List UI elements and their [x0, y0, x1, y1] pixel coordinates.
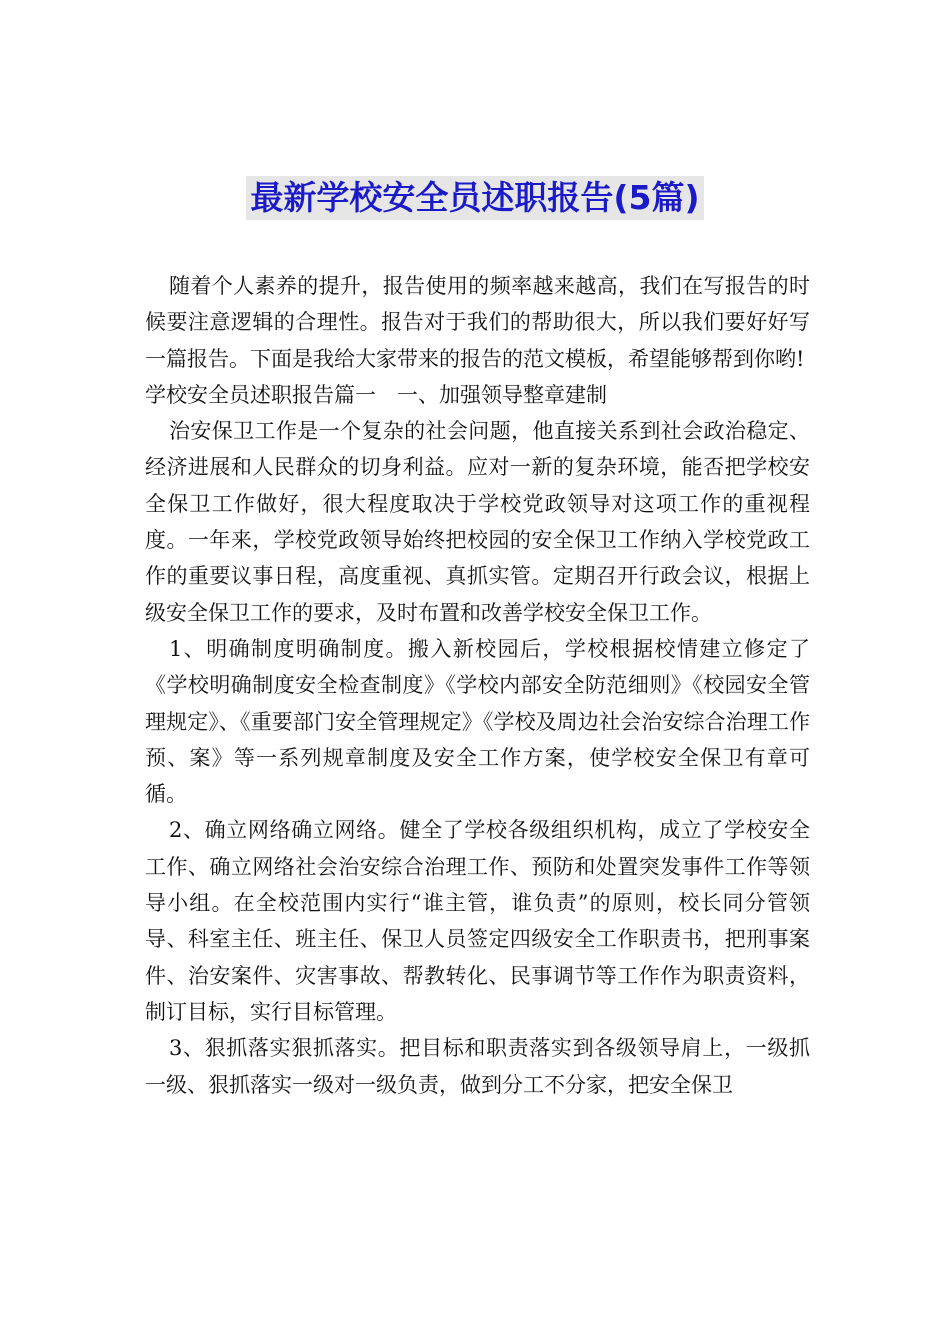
list-paragraph-1: 1、明确制度明确制度。搬入新校园后，学校根据校情建立修定了《学校明确制度安全检查制度》《学校内部安全防范细则》《校园安全管理规定》、《重要部门安全管理规定》《学校及周边社会治安综合治理工作预、案》等一系列规章制度及安全工作方案，使学校安全保卫有章可循。 — [145, 636, 810, 807]
intro-paragraph: 随着个人素养的提升，报告使用的频率越来越高，我们在写报告的时候要注意逻辑的合理性。报告对于我们的帮助很大，所以我们要好好写一篇报告。下面是我给大家带来的报告的范文模板，希望能够帮到你哟! — [145, 274, 810, 371]
document-body — [145, 268, 810, 1103]
list-paragraph-2: 2、确立网络确立网络。健全了学校各级组织机构，成立了学校安全工作、确立网络社会治安综合治理工作、预防和处置突发事件工作等领导小组。在全校范围内实行“谁主管，谁负责”的原则，校长同分管领导、科室主任、班主任、保卫人员签定四级安全工作职责书，把刑事案件、治安案件、灾害事故、帮教转化、民事调节等工作作为职责资料，制订目标，实行目标管理。 — [145, 818, 810, 1024]
document-title: 最新学校安全员述职报告(5篇) — [246, 176, 703, 220]
body-paragraph: 治安保卫工作是一个复杂的社会问题，他直接关系到社会政治稳定、经济进展和人民群众的切身利益。应对一新的复杂环境，能否把学校安全保卫工作做好，很大程度取决于学校党政领导对这项工作的重视程度。一年来，学校党政领导始终把校园的安全保卫工作纳入学校党政工作的重要议事日程，高度重视、真抓实管。定期召开行政会议，根据上级安全保卫工作的要求，及时布置和改善学校安全保卫工作。 — [145, 419, 810, 625]
list-paragraph-3: 3、狠抓落实狠抓落实。把目标和职责落实到各级领导肩上，一级抓一级、狠抓落实一级对一级负责，做到分工不分家，把安全保卫 — [145, 1036, 810, 1097]
title-container — [0, 176, 950, 220]
section-heading: 学校安全员述职报告篇一 一、加强领导整章建制 — [145, 382, 607, 407]
